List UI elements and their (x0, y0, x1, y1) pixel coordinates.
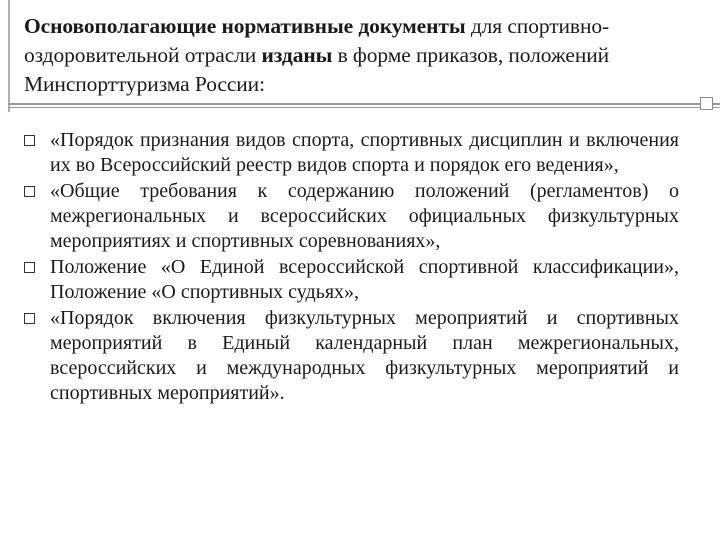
document-list (24, 128, 679, 407)
square-bullet-icon (24, 313, 35, 324)
square-bullet-icon (24, 135, 35, 146)
square-bullet-icon (24, 262, 35, 273)
list-item-text: «Общие требования к содержанию положений (регламентов) о межрегиональных и всероссийских официальных физкультурных мероприятиях и спортивных соревнованиях», (50, 180, 679, 252)
page-title (24, 12, 694, 99)
divider-square-icon (700, 97, 713, 110)
title-divider-thin (8, 107, 720, 108)
list-item (24, 306, 679, 406)
title-divider (8, 103, 720, 105)
title-bold-part-1: Основополагающие нормативные документы (24, 14, 466, 38)
list-item (24, 128, 679, 178)
title-text-part-1: для спортивно-оздоровительной отрасли (24, 14, 610, 67)
title-text-part-2: в форме приказов, положений Минспорттуризма России: (24, 43, 610, 96)
list-item-text: «Порядок включения физкультурных мероприятий и спортивных мероприятий в Единый календарный план межрегиональных, всероссийских и международных физкультурных мероприятий и спортивных мероприятий». (50, 307, 679, 404)
decorative-vertical-line (8, 0, 10, 112)
list-item (24, 179, 679, 254)
title-bold-part-2: изданы (261, 43, 333, 67)
list-item-text: Положение «О Единой всероссийской спортивной классификации», Положение «О спортивных судьях», (50, 256, 679, 303)
list-item (24, 255, 679, 305)
list-item-text: «Порядок признания видов спорта, спортивных дисциплин и включения их во Всероссийский реестр видов спорта и порядок его ведения», (50, 129, 679, 176)
square-bullet-icon (24, 186, 35, 197)
